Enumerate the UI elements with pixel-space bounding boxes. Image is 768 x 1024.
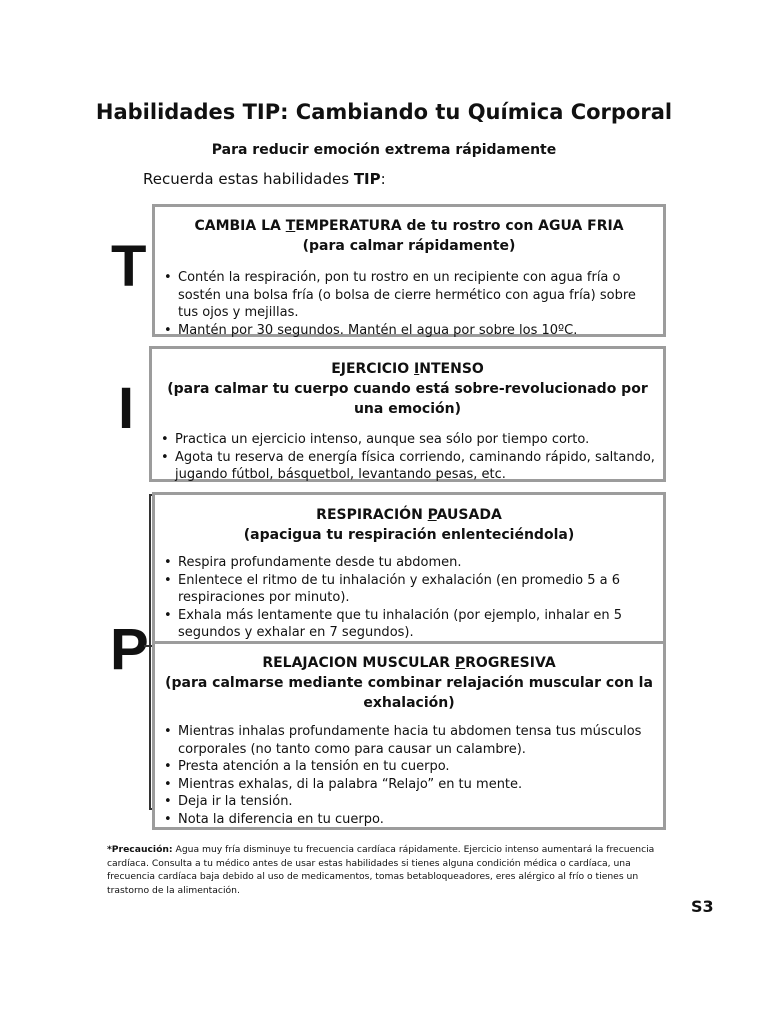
bullet-list (162, 554, 656, 642)
intro-prefix: Recuerda estas habilidades (143, 170, 354, 188)
intro-suffix: : (380, 170, 386, 188)
section-exercise (149, 346, 666, 482)
heading-line2: (para calmar rápidamente) (302, 238, 516, 254)
list-item: • Mantén por 30 segundos. Mantén el agua por sobre los 10ºC. (162, 322, 656, 340)
list-item: • Agota tu reserva de energía física corriendo, caminando rápido, saltando, jugando fútbol, básquetbol, levantando pesas, etc. (159, 449, 656, 484)
heading-post: AUSADA (436, 507, 502, 523)
intro-text (143, 170, 386, 188)
list-item: • Nota la diferencia en tu cuerpo. (162, 811, 656, 829)
letter-i: I (118, 376, 135, 441)
caution-text: Agua muy fría disminuye tu frecuencia cardíaca rápidamente. Ejercicio intenso aumentará la frecuencia cardíaca. Consulta a tu médico antes de usar estas habilidades si tienes alguna condición médica o cardíaca, una frecuencia cardíaca baja debido al uso de medicamentos, tomas betabloqueadores, eres alérgico al frío o tienes un trastorno de la alimentación. (107, 844, 655, 896)
list-item: • Respira profundamente desde tu abdomen. (162, 554, 656, 572)
heading-underlined-letter: P (427, 507, 437, 523)
section-temperature (152, 204, 666, 337)
heading-underlined-letter: P (454, 655, 466, 671)
section-heading (152, 359, 663, 419)
heading-underlined-letter: I (414, 361, 420, 377)
heading-post: NTENSO (419, 361, 484, 377)
letter-p: P (110, 617, 149, 682)
letter-t: T (111, 234, 147, 299)
heading-pre: RESPIRACIÓN (316, 507, 428, 523)
list-item: • Contén la respiración, pon tu rostro en un recipiente con agua fría o sostén una bolsa fría (o bolsa de cierre hermético con agua fría) sobre tus ojos y mejillas. (162, 269, 656, 322)
page-title: Habilidades TIP: Cambiando tu Química Corporal (95, 100, 673, 124)
page-number: S3 (691, 897, 714, 916)
p-bracket-tick (144, 645, 152, 647)
heading-pre: EJERCICIO (331, 361, 415, 377)
bullet-list (162, 269, 656, 339)
list-item: • Mientras inhalas profundamente hacia tu abdomen tensa tus músculos corporales (no tanto como para causar un calambre). (162, 723, 656, 758)
caution-label: *Precaución: (107, 844, 173, 855)
list-item: • Enlentece el ritmo de tu inhalación y exhalación (en promedio 5 a 6 respiraciones por minuto). (162, 572, 656, 607)
caution-note (107, 843, 667, 897)
section-progressive-relaxation (152, 641, 666, 830)
page-subtitle: Para reducir emoción extrema rápidamente (211, 142, 557, 158)
bullet-list (159, 431, 656, 484)
heading-line2: (para calmarse mediante combinar relajación muscular con la exhalación) (165, 675, 653, 711)
section-heading (155, 505, 663, 545)
heading-post: ROGRESIVA (465, 655, 556, 671)
heading-pre: CAMBIA LA (194, 218, 286, 234)
list-item: • Exhala más lentamente que tu inhalación (por ejemplo, inhalar en 5 segundos y exhalar en 7 segundos). (162, 607, 656, 642)
heading-line2: (apacigua tu respiración enlenteciéndola) (243, 527, 575, 543)
intro-bold: TIP (353, 170, 381, 188)
heading-underlined-letter: T (285, 218, 296, 234)
heading-post: EMPERATURA de tu rostro con AGUA FRIA (295, 218, 624, 234)
bullet-list (162, 723, 656, 828)
list-item: • Deja ir la tensión. (162, 793, 656, 811)
list-item: • Practica un ejercicio intenso, aunque sea sólo por tiempo corto. (159, 431, 656, 449)
section-heading (155, 653, 663, 713)
list-item: • Mientras exhalas, di la palabra “Relajo” en tu mente. (162, 776, 656, 794)
heading-line2: (para calmar tu cuerpo cuando está sobre-revolucionado por una emoción) (167, 381, 648, 417)
section-heading (155, 216, 663, 256)
heading-pre: RELAJACION MUSCULAR (262, 655, 455, 671)
list-item: • Presta atención a la tensión en tu cuerpo. (162, 758, 656, 776)
section-paced-breathing (152, 492, 666, 644)
